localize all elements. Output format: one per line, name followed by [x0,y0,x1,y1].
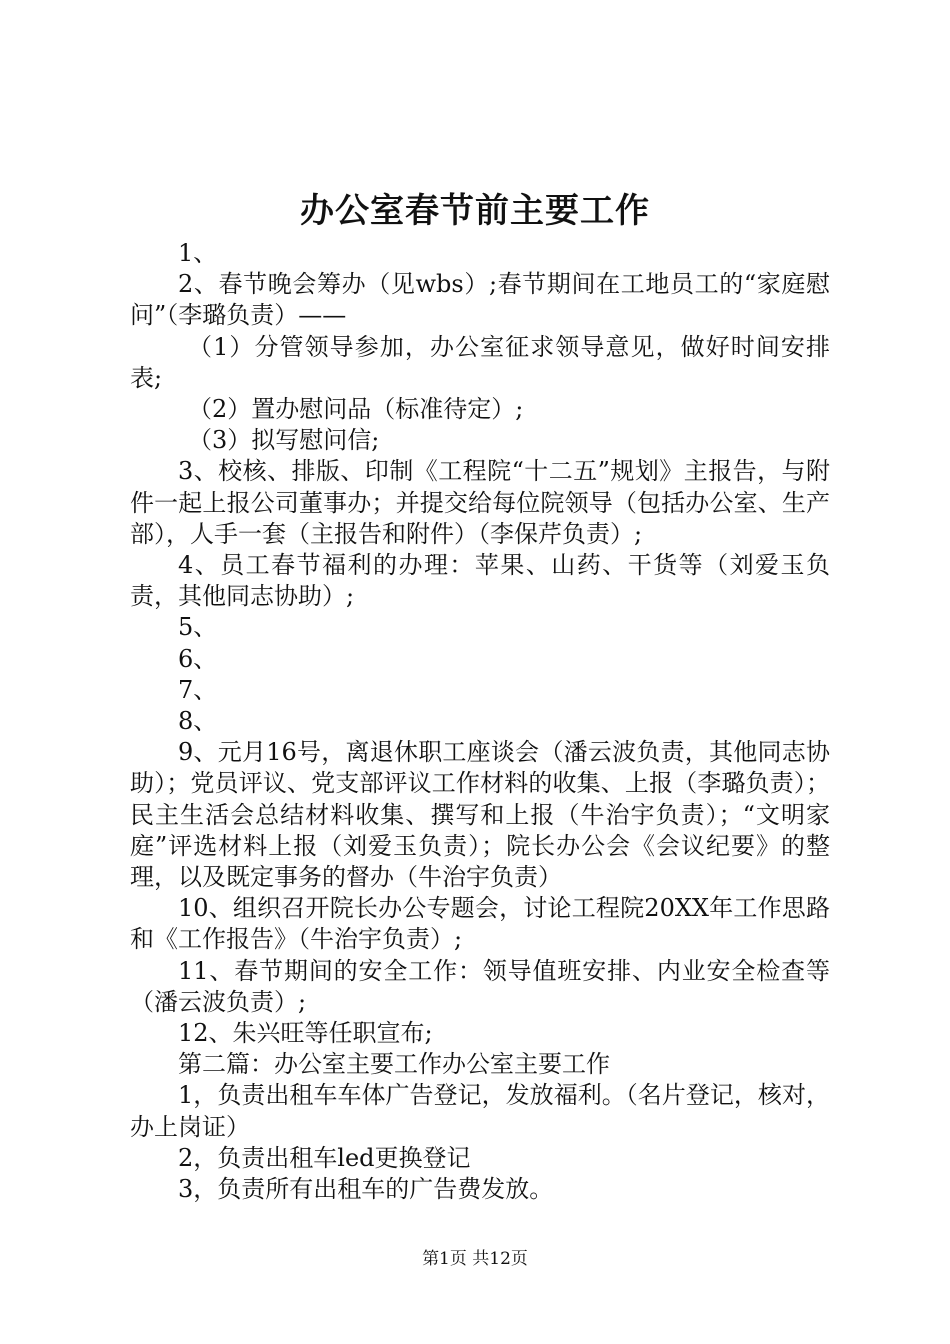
paragraph: 3、校核、排版、印制《工程院“十二五”规划》主报告，与附件一起上报公司董事办；并提交给每位院领导（包括办公室、生产部），人手一套（主报告和附件）（李保芹负责）; [130,457,830,548]
paragraph: 2、春节晚会筹办（见wbs）;春节期间在工地员工的“家庭慰问”（李璐负责）—— [130,270,830,330]
paragraph: 6、 [178,644,218,673]
paragraph: 10、组织召开院长办公专题会，讨论工程院20XX年工作思路和《工作报告》（牛治宇负责）; [130,894,830,954]
document-title: 办公室春节前主要工作 [300,191,650,231]
paragraph: 4、员工春节福利的办理：苹果、山药、干货等（刘爱玉负责，其他同志协助）; [130,551,830,611]
paragraph: （2）置办慰问品（标准待定）; [188,395,524,424]
page-footer: 第1页 共12页 [422,1249,528,1269]
paragraph: 1、 [178,239,218,267]
paragraph: 8、 [178,707,218,736]
paragraph: 2，负责出租车led更换登记 [178,1143,471,1172]
paragraph: 12、朱兴旺等任职宣布; [178,1019,433,1048]
section-heading: 第二篇：办公室主要工作办公室主要工作 [178,1050,610,1079]
paragraph: 11、春节期间的安全工作：领导值班安排、内业安全检查等（潘云波负责）; [130,956,830,1016]
paragraph: 7、 [178,675,218,704]
paragraph: （1）分管领导参加，办公室征求领导意见，做好时间安排表; [130,332,830,392]
paragraph: 9、元月16号，离退休职工座谈会（潘云波负责，其他同志协助）；党员评议、党支部评议工作材料的收集、上报（李璐负责）；民主生活会总结材料收集、撰写和上报（牛治宇负责）；“文明家庭”评选材料上报（刘爱玉负责）；院长办公会《会议纪要》的整理，以及既定事务的督办（牛治宇负责） [130,738,830,892]
document-body [130,238,830,1205]
paragraph: （3）拟写慰问信; [188,426,380,455]
paragraph: 5、 [178,613,218,642]
paragraph: 1，负责出租车车体广告登记，发放福利。（名片登记，核对，办上岗证） [130,1081,830,1141]
paragraph: 3，负责所有出租车的广告费发放。 [178,1175,554,1204]
